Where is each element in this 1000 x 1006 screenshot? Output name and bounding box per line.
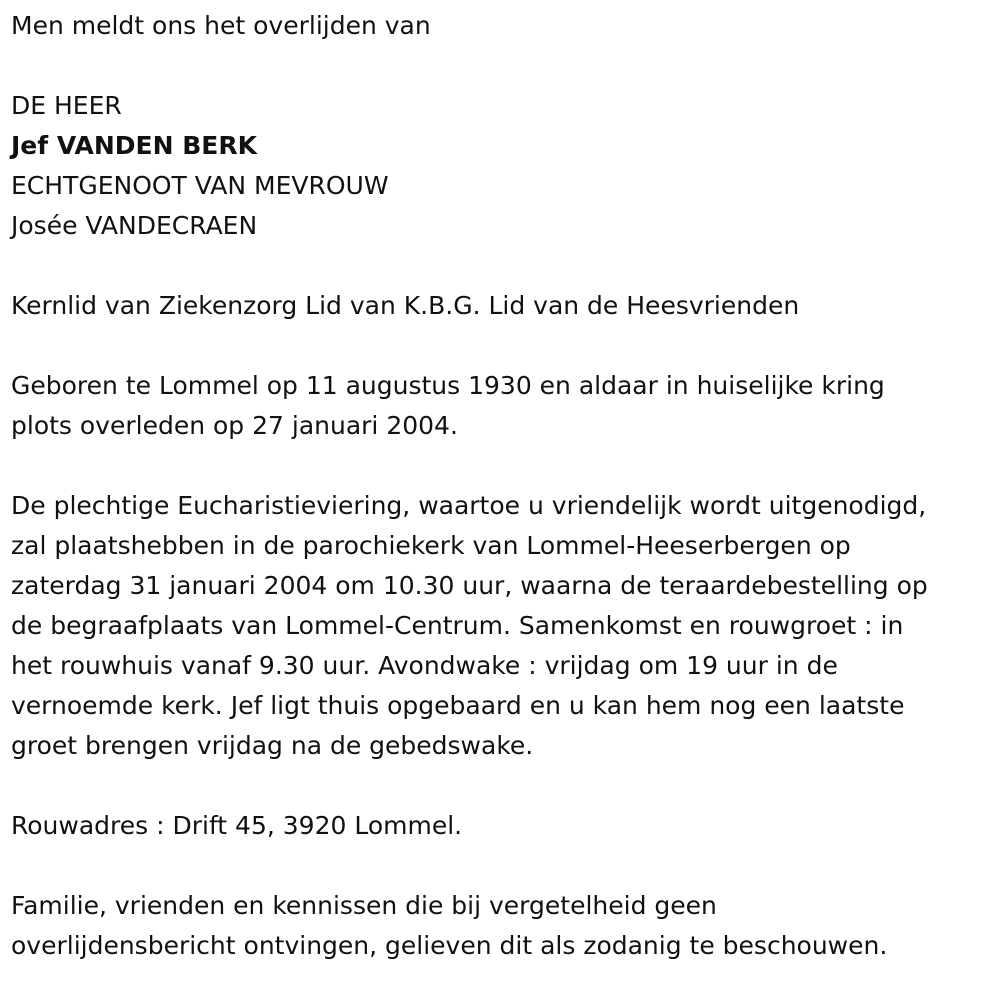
spacer — [11, 446, 996, 486]
mourning-address: Rouwadres : Drift 45, 3920 Lommel. — [11, 811, 463, 840]
paragraph-line: Familie, vrienden en kennissen die bij vergetelheid geen — [11, 891, 717, 920]
birth-death-paragraph — [11, 366, 996, 446]
memberships-text: Kernlid van Ziekenzorg Lid van K.B.G. Lid van de Heesvrienden — [11, 291, 800, 320]
obituary-notice — [11, 6, 996, 966]
deceased-name: Jef VANDEN BERK — [11, 131, 257, 160]
paragraph-line: groet brengen vrijdag na de gebedswake. — [11, 731, 534, 760]
paragraph-line: De plechtige Eucharistieviering, waartoe u vriendelijk wordt uitgenodigd, — [11, 491, 927, 520]
paragraph-line: plots overleden op 27 januari 2004. — [11, 411, 458, 440]
spacer — [11, 246, 996, 286]
spouse-name: Josée VANDECRAEN — [11, 211, 258, 240]
spacer — [11, 326, 996, 366]
ceremony-paragraph — [11, 486, 996, 766]
closing-paragraph — [11, 886, 996, 966]
paragraph-line: overlijdensbericht ontvingen, gelieven dit als zodanig te beschouwen. — [11, 931, 888, 960]
spacer — [11, 46, 996, 86]
paragraph-line: zaterdag 31 januari 2004 om 10.30 uur, waarna de teraardebestelling op — [11, 571, 928, 600]
spacer — [11, 846, 996, 886]
paragraph-line: Geboren te Lommel op 11 augustus 1930 en aldaar in huiselijke kring — [11, 371, 885, 400]
spacer — [11, 766, 996, 806]
title-prefix: DE HEER — [11, 91, 122, 120]
intro-text: Men meldt ons het overlijden van — [11, 11, 431, 40]
paragraph-line: de begraafplaats van Lommel-Centrum. Samenkomst en rouwgroet : in — [11, 611, 904, 640]
paragraph-line: vernoemde kerk. Jef ligt thuis opgebaard en u kan hem nog een laatste — [11, 691, 905, 720]
relation-text: ECHTGENOOT VAN MEVROUW — [11, 171, 389, 200]
paragraph-line: zal plaatshebben in de parochiekerk van Lommel-Heeserbergen op — [11, 531, 851, 560]
paragraph-line: het rouwhuis vanaf 9.30 uur. Avondwake : vrijdag om 19 uur in de — [11, 651, 838, 680]
